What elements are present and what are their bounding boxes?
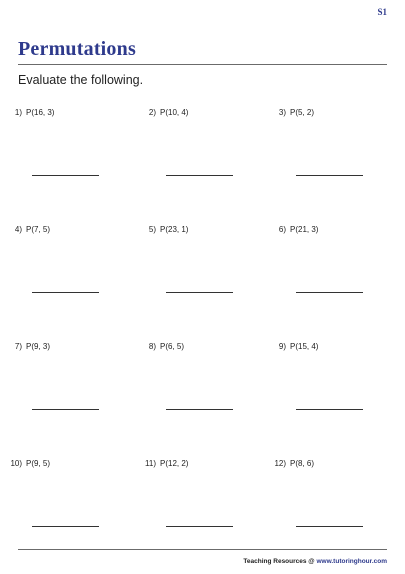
problem-expression: P(23, 1) [160, 225, 189, 234]
problem-6 [264, 225, 384, 305]
problem-12 [264, 459, 384, 539]
answer-line[interactable] [296, 526, 363, 527]
problem-number: 11) [145, 459, 156, 468]
answer-line[interactable] [166, 409, 233, 410]
problem-expression: P(9, 5) [26, 459, 51, 468]
answer-line[interactable] [296, 175, 363, 176]
problem-11 [134, 459, 254, 539]
problem-2 [134, 108, 254, 188]
footer-link[interactable]: www.tutoringhour.com [316, 558, 387, 565]
set-code: S1 [377, 7, 387, 17]
answer-line[interactable] [32, 292, 99, 293]
problem-7 [0, 342, 120, 422]
header-divider [18, 64, 387, 65]
problem-expression: P(6, 5) [160, 342, 185, 351]
answer-line[interactable] [32, 526, 99, 527]
footer-divider [18, 549, 387, 550]
problem-expression: P(9, 3) [26, 342, 51, 351]
problem-number: 8) [148, 342, 156, 351]
problem-number: 1) [14, 108, 22, 117]
answer-line[interactable] [296, 409, 363, 410]
problem-expression: P(8, 6) [290, 459, 315, 468]
problem-expression: P(21, 3) [290, 225, 319, 234]
footer-label: Teaching Resources @ [243, 558, 317, 565]
answer-line[interactable] [32, 409, 99, 410]
problem-number: 4) [14, 225, 22, 234]
problem-3 [264, 108, 384, 188]
problem-10 [0, 459, 120, 539]
problem-5 [134, 225, 254, 305]
problem-8 [134, 342, 254, 422]
problem-number: 3) [278, 108, 286, 117]
instructions: Evaluate the following. [18, 73, 144, 87]
footer [243, 558, 387, 565]
problem-4 [0, 225, 120, 305]
problem-expression: P(10, 4) [160, 108, 189, 117]
answer-line[interactable] [166, 292, 233, 293]
answer-line[interactable] [296, 292, 363, 293]
problem-number: 9) [278, 342, 286, 351]
problem-9 [264, 342, 384, 422]
page-title: Permutations [18, 38, 136, 60]
answer-line[interactable] [166, 175, 233, 176]
problem-expression: P(12, 2) [160, 459, 189, 468]
problem-number: 6) [278, 225, 286, 234]
answer-line[interactable] [166, 526, 233, 527]
problem-expression: P(15, 4) [290, 342, 319, 351]
problem-expression: P(16, 3) [26, 108, 55, 117]
problem-number: 12) [274, 459, 286, 468]
problem-expression: P(7, 5) [26, 225, 51, 234]
problem-number: 7) [14, 342, 22, 351]
problem-number: 10) [10, 459, 22, 468]
problem-number: 5) [148, 225, 156, 234]
problem-number: 2) [148, 108, 156, 117]
answer-line[interactable] [32, 175, 99, 176]
problem-expression: P(5, 2) [290, 108, 315, 117]
problem-1 [0, 108, 120, 188]
